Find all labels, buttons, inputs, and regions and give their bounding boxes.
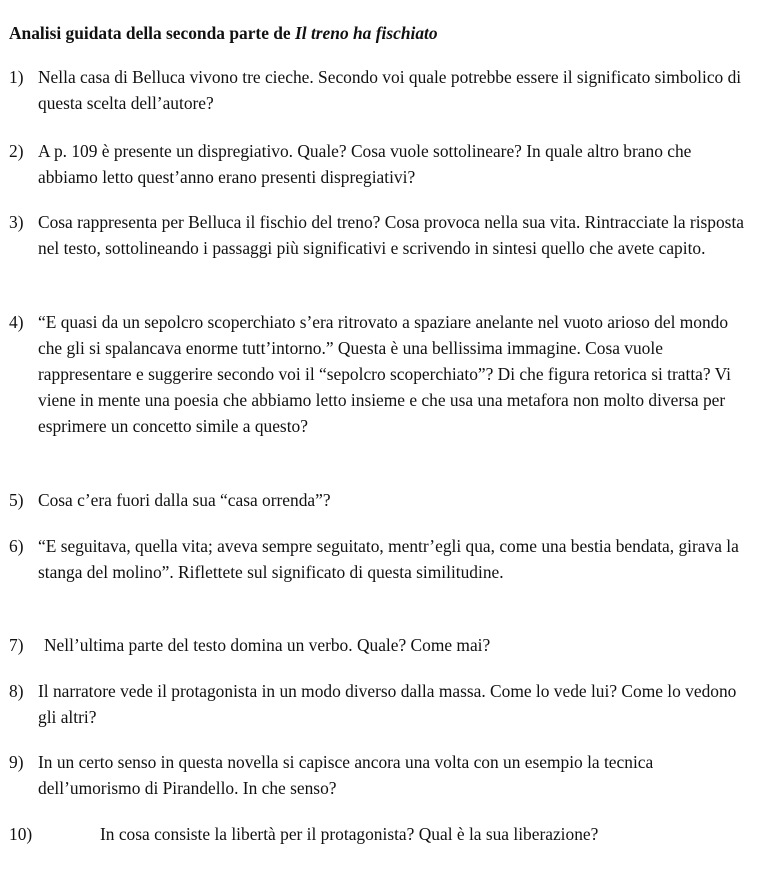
question-text: Nell’ultima parte del testo domina un verbo. Quale? Come mai?	[44, 635, 491, 655]
question-text: Cosa rappresenta per Belluca il fischio del treno? Cosa provoca nella sua vita. Rintracciate la risposta nel testo, sottolineando i passaggi più significativi e scrivendo in sintesi quello che avete capito.	[38, 212, 745, 258]
question-number: 7)	[9, 635, 24, 655]
question-number: 6)	[9, 536, 24, 556]
question-text: “E seguitava, quella vita; aveva sempre seguitato, mentr’egli qua, come una bestia bendata, girava la stanga del molino”. Riflettete sul significato di questa similitudine.	[38, 536, 739, 582]
question-number: 1)	[9, 67, 24, 87]
question-5	[9, 487, 749, 513]
title-book-name: Il treno ha fischiato	[295, 23, 438, 43]
question-text: A p. 109 è presente un dispregiativo. Quale? Cosa vuole sottolineare? In quale altro brano che abbiamo letto quest’anno erano presenti dispregiativi?	[38, 141, 692, 187]
question-text: In cosa consiste la libertà per il protagonista? Qual è la sua liberazione?	[100, 824, 599, 844]
question-text: Cosa c’era fuori dalla sua “casa orrenda”?	[38, 490, 331, 510]
question-4	[9, 309, 749, 439]
question-2	[9, 138, 749, 190]
question-number: 10)	[9, 824, 33, 844]
question-9	[9, 749, 749, 801]
question-text: “E quasi da un sepolcro scoperchiato s’era ritrovato a spaziare anelante nel vuoto arioso del mondo che gli si spalancava enorme tutt’intorno.” Questa è una bellissima immagine. Cosa vuole rappresentare e suggerire secondo voi il “sepolcro scoperchiato”? Di che figura retorica si tratta? Vi viene in mente una poesia che abbiamo letto insieme e che usa una metafora non molto diversa per esprimere un concetto simile a questo?	[38, 312, 731, 436]
question-number: 5)	[9, 490, 24, 510]
question-text: Il narratore vede il protagonista in un modo diverso dalla massa. Come lo vede lui? Come lo vedono gli altri?	[38, 681, 737, 727]
question-number: 2)	[9, 141, 24, 161]
question-number: 3)	[9, 212, 24, 232]
question-7	[9, 632, 749, 658]
page-title	[9, 20, 438, 46]
question-text: In un certo senso in questa novella si capisce ancora una volta con un esempio la tecnica dell’umorismo di Pirandello. In che senso?	[38, 752, 654, 798]
question-6	[9, 533, 749, 585]
question-3	[9, 209, 749, 261]
question-10	[9, 821, 749, 847]
question-8	[9, 678, 749, 730]
question-text: Nella casa di Belluca vivono tre cieche. Secondo voi quale potrebbe essere il significato simbolico di questa scelta dell’autore?	[38, 67, 742, 113]
question-number: 9)	[9, 752, 24, 772]
title-prefix: Analisi guidata della seconda parte de	[9, 23, 296, 43]
question-number: 8)	[9, 681, 24, 701]
question-1	[9, 64, 749, 116]
question-number: 4)	[9, 312, 24, 332]
